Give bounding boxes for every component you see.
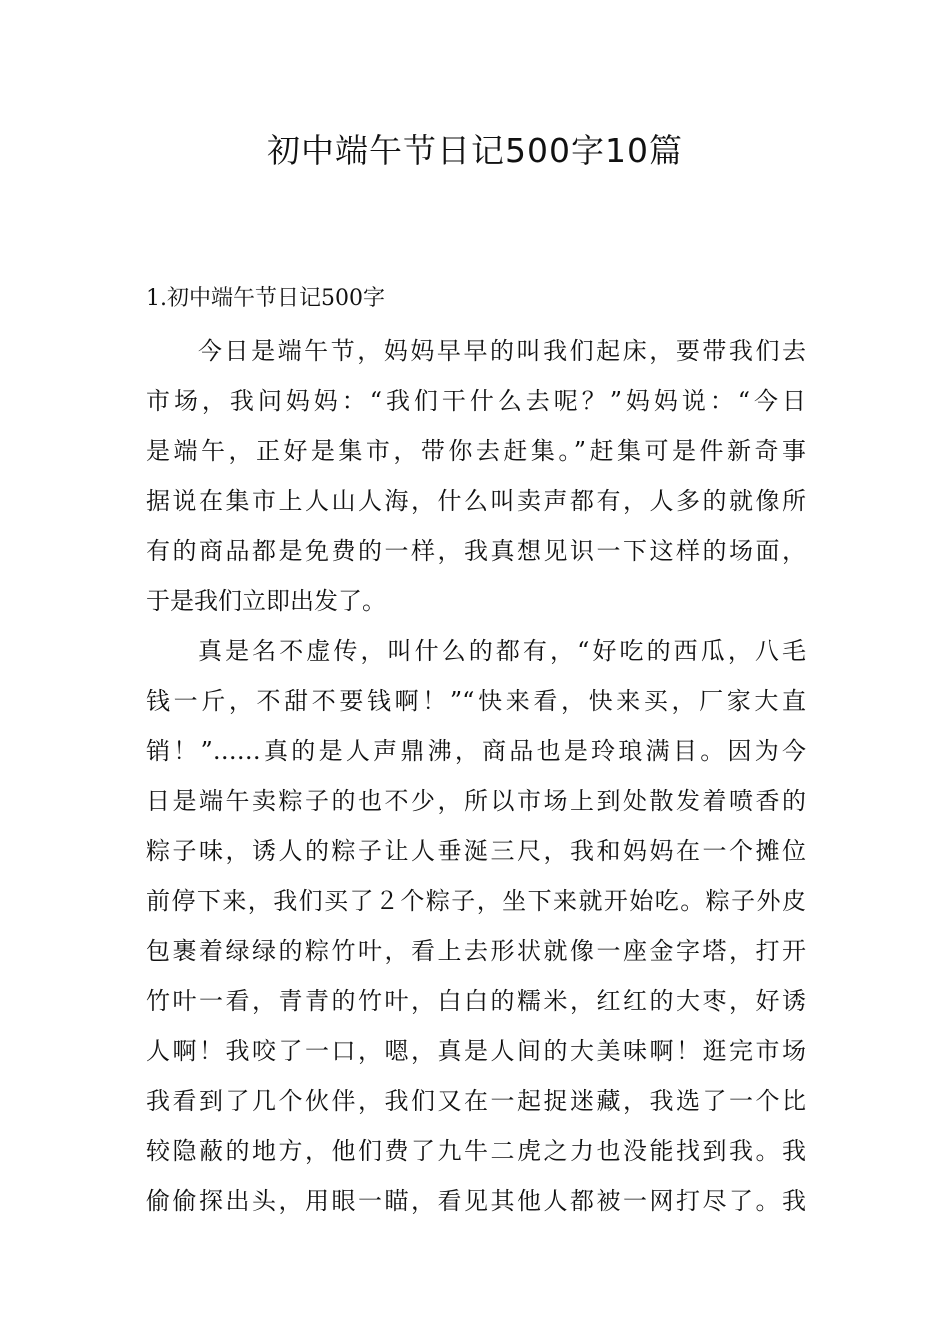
- body-line: 包裹着绿绿的粽竹叶，看上去形状就像一座金字塔，打开: [146, 937, 806, 965]
- body-line: 于是我们立即出发了。: [146, 587, 386, 615]
- body-line: 粽子味，诱人的粽子让人垂涎三尺，我和妈妈在一个摊位: [146, 837, 806, 865]
- body-line: 有的商品都是免费的一样，我真想见识一下这样的场面，: [146, 537, 806, 565]
- body-line: 人啊！我咬了一口，嗯，真是人间的大美味啊！逛完市场: [146, 1037, 806, 1065]
- document-body: [146, 326, 806, 1226]
- body-line: 今日是端午节，妈妈早早的叫我们起床，要带我们去: [198, 337, 806, 365]
- body-line: 销！”……真的是人声鼎沸，商品也是玲琅满目。因为今: [146, 737, 806, 765]
- body-line: 是端午，正好是集市，带你去赶集。”赶集可是件新奇事: [146, 437, 806, 465]
- body-line: 真是名不虚传，叫什么的都有，“好吃的西瓜，八毛: [198, 637, 806, 665]
- body-line: 我看到了几个伙伴，我们又在一起捉迷藏，我选了一个比: [146, 1087, 806, 1115]
- document-title: 初中端午节日记500字10篇: [267, 131, 683, 170]
- body-line: 前停下来，我们买了２个粽子，坐下来就开始吃。粽子外皮: [146, 887, 806, 915]
- body-line: 偷偷探出头，用眼一瞄，看见其他人都被一网打尽了。我: [146, 1187, 806, 1215]
- section-heading: 1.初中端午节日记500字: [146, 286, 385, 311]
- body-line: 较隐蔽的地方，他们费了九牛二虎之力也没能找到我。我: [146, 1137, 806, 1165]
- body-line: 钱一斤，不甜不要钱啊！”“快来看，快来买，厂家大直: [146, 687, 806, 715]
- body-line: 据说在集市上人山人海，什么叫卖声都有，人多的就像所: [146, 487, 806, 515]
- body-line: 竹叶一看，青青的竹叶，白白的糯米，红红的大枣，好诱: [146, 987, 806, 1015]
- body-line: 日是端午卖粽子的也不少，所以市场上到处散发着喷香的: [146, 787, 806, 815]
- body-line: 市场，我问妈妈：“我们干什么去呢？”妈妈说：“今日: [146, 387, 806, 415]
